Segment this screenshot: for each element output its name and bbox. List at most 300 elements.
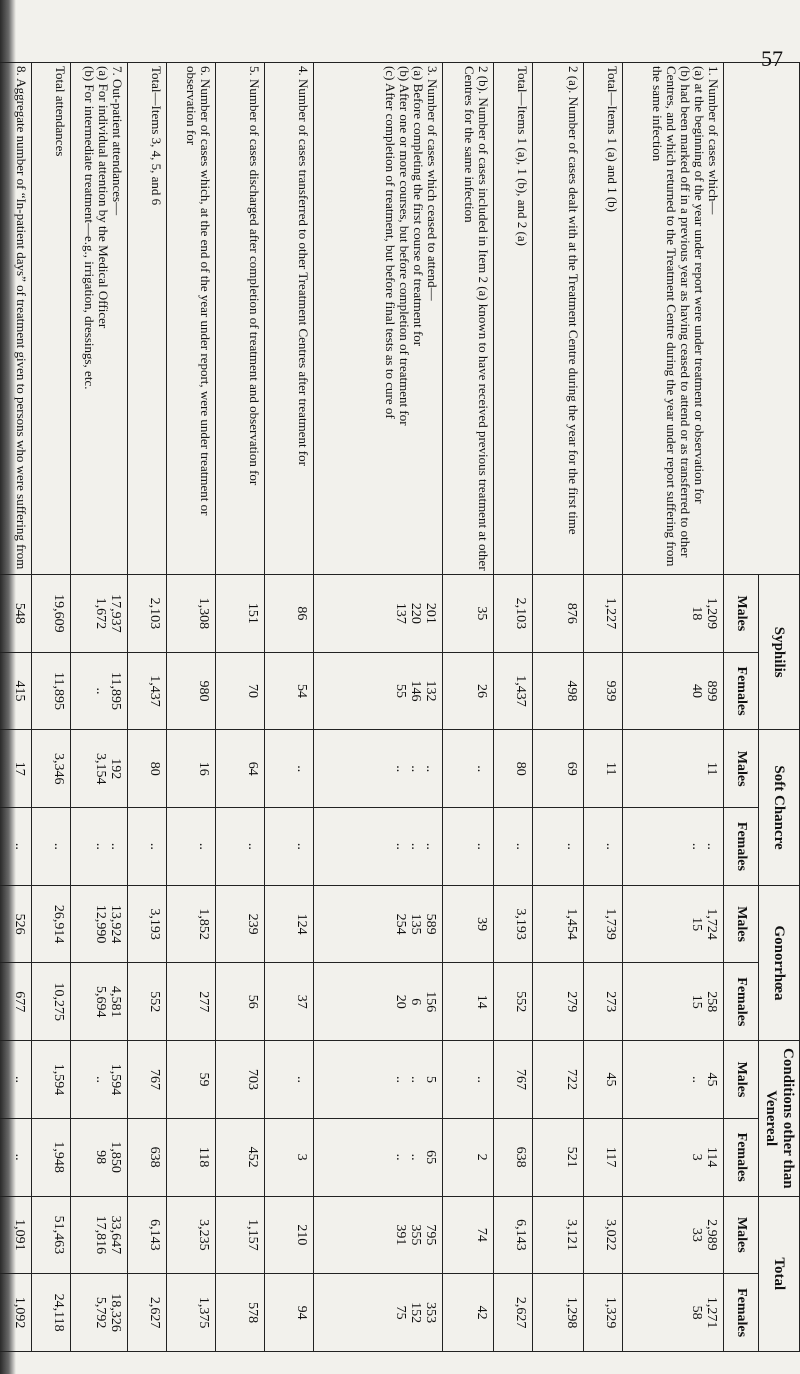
row-label-line: (a) For individual attention by the Medical Officer	[96, 66, 111, 329]
row-label-line: 5. Number of cases discharged after completion of treatment and observation for	[247, 66, 262, 486]
value-cell	[216, 1274, 265, 1352]
cell-value: 353	[423, 1302, 438, 1324]
cell-value: 767	[147, 1068, 162, 1090]
cell-value: ..	[93, 687, 108, 695]
rotated-table-container	[12, 62, 800, 1352]
value-cell	[533, 730, 584, 808]
row-label	[128, 63, 167, 575]
value-cell	[494, 963, 533, 1041]
value-cell	[584, 1118, 623, 1196]
value-cell	[216, 730, 265, 808]
cell-value: ..	[408, 1075, 423, 1083]
cell-value: ..	[704, 842, 719, 850]
value-cell	[71, 1274, 128, 1352]
row-label-line: (a) Before completing the first course of treatment for	[411, 66, 426, 347]
cell-value: 2,103	[147, 597, 162, 630]
value-cell	[533, 885, 584, 963]
row-label-line: Total—Items 1 (a) and 1 (b)	[605, 66, 620, 213]
value-cell	[265, 1274, 314, 1352]
cell-value: 58	[689, 1305, 704, 1320]
cell-value: 114	[704, 1146, 719, 1168]
value-cell	[443, 730, 494, 808]
cell-value: 521	[564, 1146, 579, 1168]
row-label	[71, 63, 128, 575]
value-cell	[314, 1118, 443, 1196]
cell-value: 355	[408, 1224, 423, 1246]
cell-value: 18	[689, 606, 704, 621]
table-row	[128, 63, 167, 1352]
value-cell	[533, 963, 584, 1041]
row-label	[443, 63, 494, 575]
subheader-males: Males	[724, 1041, 759, 1119]
cell-value: 11	[603, 761, 618, 776]
header-gonorrhoea: Gonorrhœa	[759, 885, 800, 1040]
cell-value: 1,850	[108, 1141, 123, 1173]
value-cell	[494, 1274, 533, 1352]
cell-value: 80	[513, 761, 528, 776]
cell-value: 16	[196, 761, 211, 776]
value-cell	[128, 808, 167, 886]
value-cell	[494, 652, 533, 730]
cell-value: 638	[147, 1146, 162, 1168]
cell-value: 703	[245, 1068, 260, 1090]
value-cell	[32, 575, 71, 653]
value-cell	[314, 730, 443, 808]
subheader-females: Females	[724, 1118, 759, 1196]
cell-value: ..	[393, 765, 408, 773]
value-cell	[584, 1274, 623, 1352]
cell-value: 192	[108, 758, 123, 780]
value-cell	[32, 652, 71, 730]
cell-value: 391	[393, 1224, 408, 1246]
value-cell	[533, 808, 584, 886]
cell-value: 5,694	[93, 986, 108, 1018]
cell-value: 64	[245, 761, 260, 776]
value-cell	[128, 885, 167, 963]
cell-value: 201	[423, 602, 438, 624]
value-cell	[533, 652, 584, 730]
value-cell	[265, 963, 314, 1041]
subheader-females: Females	[724, 652, 759, 730]
value-cell	[314, 963, 443, 1041]
cell-value: 151	[245, 602, 260, 624]
row-label-line: 6. Number of cases which, at the end of the year under report, were under treatment or observation for	[184, 66, 213, 516]
value-cell	[167, 808, 216, 886]
row-label	[584, 63, 623, 575]
cell-value: 3,121	[564, 1219, 579, 1251]
value-cell	[32, 1118, 71, 1196]
table-row	[494, 63, 533, 1352]
cell-value: 3	[689, 1153, 704, 1161]
cell-value: 578	[245, 1302, 260, 1324]
row-label	[314, 63, 443, 575]
table-row	[533, 63, 584, 1352]
cell-value: 156	[423, 991, 438, 1013]
cell-value: ..	[12, 842, 27, 850]
value-cell	[0, 1118, 32, 1196]
value-cell	[216, 808, 265, 886]
value-cell	[216, 885, 265, 963]
row-label-line: 7. Out-patient attendances—	[110, 66, 125, 216]
cell-value: 548	[12, 602, 27, 624]
cell-value: ..	[603, 842, 618, 850]
cell-value: 13,924	[108, 904, 123, 944]
row-label	[494, 63, 533, 575]
cell-value: 899	[704, 680, 719, 702]
value-cell	[494, 575, 533, 653]
value-cell	[0, 808, 32, 886]
value-cell	[265, 1196, 314, 1274]
cell-value: 210	[294, 1224, 309, 1246]
value-cell	[314, 885, 443, 963]
row-label	[0, 63, 32, 575]
cell-value: 3,022	[603, 1219, 618, 1251]
cell-value: 415	[12, 680, 27, 702]
cell-value: 6	[408, 998, 423, 1006]
value-cell	[0, 575, 32, 653]
cell-value: 980	[196, 680, 211, 702]
cell-value: 2,627	[147, 1296, 162, 1329]
cell-value: 3	[294, 1153, 309, 1161]
cell-value: 2,989	[704, 1219, 719, 1251]
cell-value: 17,937	[108, 594, 123, 633]
value-cell	[623, 1118, 724, 1196]
cell-value: 56	[245, 994, 260, 1009]
value-cell	[0, 1274, 32, 1352]
cell-value: 2,103	[513, 597, 528, 630]
cell-value: 69	[564, 761, 579, 776]
value-cell	[584, 808, 623, 886]
value-cell	[32, 730, 71, 808]
cell-value: 2,627	[513, 1296, 528, 1329]
value-cell	[623, 1196, 724, 1274]
cell-value: 124	[294, 913, 309, 935]
row-label-line: (a) at the beginning of the year under report were under treatment or observation for	[692, 66, 707, 504]
value-cell	[216, 575, 265, 653]
cell-value: 11,895	[51, 672, 66, 711]
cell-value: 80	[147, 761, 162, 776]
cell-value: 1,672	[93, 597, 108, 630]
cell-value: 70	[245, 684, 260, 699]
cell-value: 51,463	[51, 1215, 66, 1255]
row-label-line: 1. Number of cases which—	[706, 66, 721, 215]
subheader-males: Males	[724, 575, 759, 653]
value-cell	[167, 730, 216, 808]
value-cell	[623, 808, 724, 886]
value-cell	[167, 575, 216, 653]
cell-value: 1,739	[603, 908, 618, 940]
value-cell	[128, 963, 167, 1041]
venereal-treatment-table	[0, 62, 800, 1352]
cell-value: 117	[603, 1146, 618, 1168]
row-label	[216, 63, 265, 575]
value-cell	[71, 730, 128, 808]
value-cell	[494, 808, 533, 886]
row-label-line: 8. Aggregate number of “In-patient days” of treatment given to persons who were suffering from	[14, 66, 29, 570]
value-cell	[32, 963, 71, 1041]
cell-value: 452	[245, 1146, 260, 1168]
table-row	[167, 63, 216, 1352]
cell-value: 638	[513, 1146, 528, 1168]
value-cell	[265, 808, 314, 886]
value-cell	[71, 575, 128, 653]
subheader-females: Females	[724, 808, 759, 886]
cell-value: 98	[93, 1150, 108, 1165]
cell-value: 135	[408, 913, 423, 935]
cell-value: 20	[393, 994, 408, 1009]
cell-value: 279	[564, 991, 579, 1013]
cell-value: 1,209	[704, 597, 719, 630]
cell-value: 5,792	[93, 1296, 108, 1329]
cell-value: 39	[474, 917, 489, 932]
cell-value: 65	[423, 1150, 438, 1165]
cell-value: 24,118	[51, 1293, 66, 1332]
cell-value: 876	[564, 602, 579, 624]
cell-value: ..	[245, 842, 260, 850]
row-label-line: (c) After completion of treatment, but before final tests as to cure of	[383, 66, 398, 419]
row-label-line: (b) After one or more courses, but before completion of treatment for	[397, 66, 412, 426]
cell-value: 498	[564, 680, 579, 702]
value-cell	[0, 652, 32, 730]
cell-value: ..	[408, 842, 423, 850]
subheader-females: Females	[724, 1274, 759, 1352]
value-cell	[314, 1196, 443, 1274]
cell-value: 26	[474, 684, 489, 699]
cell-value: 1,724	[704, 908, 719, 940]
value-cell	[167, 1274, 216, 1352]
value-cell	[533, 575, 584, 653]
cell-value: 1,454	[564, 908, 579, 940]
value-cell	[623, 963, 724, 1041]
cell-value: 1,308	[196, 597, 211, 630]
cell-value: 939	[603, 680, 618, 702]
value-cell	[494, 1041, 533, 1119]
value-cell	[216, 1118, 265, 1196]
cell-value: ..	[513, 842, 528, 850]
cell-value: 277	[196, 991, 211, 1013]
row-label-line: (b) had been marked off in a previous year as having ceased to attend or as transferred to other Centres, and which returned to the Treatment Centre during the year under report suffering from the same infection	[650, 66, 693, 567]
value-cell	[623, 575, 724, 653]
row-label	[32, 63, 71, 575]
cell-value: 3,193	[513, 908, 528, 940]
value-cell	[0, 1041, 32, 1119]
table-row	[443, 63, 494, 1352]
value-cell	[0, 885, 32, 963]
value-cell	[71, 1196, 128, 1274]
cell-value: 86	[294, 606, 309, 621]
value-cell	[128, 575, 167, 653]
table-row	[32, 63, 71, 1352]
row-label-line: 2 (b). Number of cases included in Item 2 (a) known to have received previous treatment at other Centres for the same infection	[462, 66, 491, 571]
value-cell	[443, 1274, 494, 1352]
cell-value: 54	[294, 684, 309, 699]
cell-value: 1,227	[603, 597, 618, 630]
value-cell	[623, 730, 724, 808]
cell-value: 239	[245, 913, 260, 935]
cell-value	[689, 733, 704, 804]
value-cell	[0, 963, 32, 1041]
value-cell	[216, 1041, 265, 1119]
subheader-females: Females	[724, 963, 759, 1041]
value-cell	[71, 885, 128, 963]
value-cell	[32, 885, 71, 963]
value-cell	[128, 652, 167, 730]
cell-value: 37	[294, 994, 309, 1009]
cell-value: 552	[147, 991, 162, 1013]
value-cell	[584, 730, 623, 808]
value-cell	[0, 1196, 32, 1274]
cell-value: 1,594	[108, 1063, 123, 1096]
cell-value: 75	[393, 1305, 408, 1320]
value-cell	[314, 1041, 443, 1119]
value-cell	[443, 652, 494, 730]
cell-value: 1,329	[603, 1296, 618, 1329]
value-cell	[167, 885, 216, 963]
value-cell	[533, 1196, 584, 1274]
table-row	[71, 63, 128, 1352]
row-label	[533, 63, 584, 575]
value-cell	[533, 1118, 584, 1196]
header-syphilis: Syphilis	[759, 575, 800, 730]
value-cell	[443, 963, 494, 1041]
value-cell	[71, 1041, 128, 1119]
value-cell	[443, 808, 494, 886]
row-label	[623, 63, 724, 575]
value-cell	[265, 885, 314, 963]
cell-value: 45	[704, 1072, 719, 1087]
value-cell	[128, 1196, 167, 1274]
header-total: Total	[759, 1196, 800, 1352]
subheader-males: Males	[724, 1196, 759, 1274]
cell-value: 15	[689, 994, 704, 1009]
cell-value: 1,437	[147, 675, 162, 707]
subheader-males: Males	[724, 730, 759, 808]
cell-value: ..	[474, 765, 489, 773]
cell-value: 6,143	[147, 1219, 162, 1251]
cell-value: 10,275	[51, 982, 66, 1022]
cell-value: 3,346	[51, 752, 66, 785]
cell-value: 3,154	[93, 752, 108, 785]
table-row	[584, 63, 623, 1352]
value-cell	[32, 808, 71, 886]
cell-value: 45	[603, 1072, 618, 1087]
row-label-line: Total—Items 1 (a), 1 (b), and 2 (a)	[515, 66, 530, 246]
value-cell	[494, 1118, 533, 1196]
value-cell	[584, 885, 623, 963]
cell-value: 258	[704, 991, 719, 1013]
row-label	[265, 63, 314, 575]
cell-value: 3,235	[196, 1219, 211, 1251]
cell-value: ..	[408, 1153, 423, 1161]
cell-value: 552	[513, 991, 528, 1013]
cell-value: 2	[474, 1153, 489, 1161]
cell-value: ..	[423, 842, 438, 850]
cell-value: 15	[689, 917, 704, 932]
value-cell	[443, 1118, 494, 1196]
value-cell	[533, 1041, 584, 1119]
table-row	[314, 63, 443, 1352]
value-cell	[494, 1196, 533, 1274]
cell-value: 5	[423, 1075, 438, 1083]
cell-value: ..	[294, 842, 309, 850]
value-cell	[167, 963, 216, 1041]
cell-value: ..	[108, 842, 123, 850]
value-cell	[623, 652, 724, 730]
row-label-line: Total—Items 3, 4, 5, and 6	[149, 66, 164, 206]
value-cell	[128, 730, 167, 808]
value-cell	[0, 730, 32, 808]
value-cell	[265, 652, 314, 730]
cell-value: 6,143	[513, 1219, 528, 1251]
row-label-line: Total attendances	[53, 66, 68, 157]
cell-value: 152	[408, 1302, 423, 1324]
cell-value: ..	[689, 842, 704, 850]
row-label-line: 3. Number of cases which ceased to attend—	[425, 66, 440, 301]
cell-value: 35	[474, 606, 489, 621]
page-number: 57	[761, 46, 783, 71]
cell-value: 40	[689, 684, 704, 699]
cell-value: 795	[423, 1224, 438, 1246]
cell-value: 132	[423, 680, 438, 702]
row-label	[167, 63, 216, 575]
table-row	[265, 63, 314, 1352]
cell-value: ..	[93, 1075, 108, 1083]
cell-value: 767	[513, 1068, 528, 1090]
value-cell	[314, 1274, 443, 1352]
value-cell	[494, 885, 533, 963]
cell-value: ..	[474, 842, 489, 850]
cell-value: 220	[408, 602, 423, 624]
cell-value: 4,581	[108, 986, 123, 1018]
value-cell	[216, 1196, 265, 1274]
cell-value: 42	[474, 1305, 489, 1320]
value-cell	[216, 652, 265, 730]
cell-value: 33	[689, 1227, 704, 1242]
cell-value: 137	[393, 602, 408, 624]
table-row	[623, 63, 724, 1352]
cell-value: 118	[196, 1146, 211, 1168]
value-cell	[167, 1196, 216, 1274]
value-cell	[167, 1041, 216, 1119]
cell-value: ..	[196, 842, 211, 850]
cell-value: 3,193	[147, 908, 162, 940]
value-cell	[128, 1274, 167, 1352]
cell-value: ..	[393, 1153, 408, 1161]
cell-value: 17	[12, 761, 27, 776]
value-cell	[71, 963, 128, 1041]
value-cell	[584, 575, 623, 653]
cell-value: 1,948	[51, 1141, 66, 1173]
cell-value: 14	[474, 994, 489, 1009]
value-cell	[494, 730, 533, 808]
value-cell	[71, 652, 128, 730]
cell-value: ..	[423, 765, 438, 773]
cell-value: ..	[294, 765, 309, 773]
value-cell	[71, 1118, 128, 1196]
value-cell	[265, 1118, 314, 1196]
cell-value: ..	[474, 1075, 489, 1083]
row-label-line: 4. Number of cases transferred to other Treatment Centres after treatment for	[296, 66, 311, 466]
value-cell	[216, 963, 265, 1041]
value-cell	[314, 652, 443, 730]
value-cell	[32, 1196, 71, 1274]
cell-value: ..	[51, 842, 66, 850]
cell-value: 1,375	[196, 1296, 211, 1329]
cell-value: 94	[294, 1305, 309, 1320]
value-cell	[167, 652, 216, 730]
header-other-conditions: Conditions other than Venereal	[759, 1041, 800, 1196]
header-soft-chancre: Soft Chancre	[759, 730, 800, 885]
